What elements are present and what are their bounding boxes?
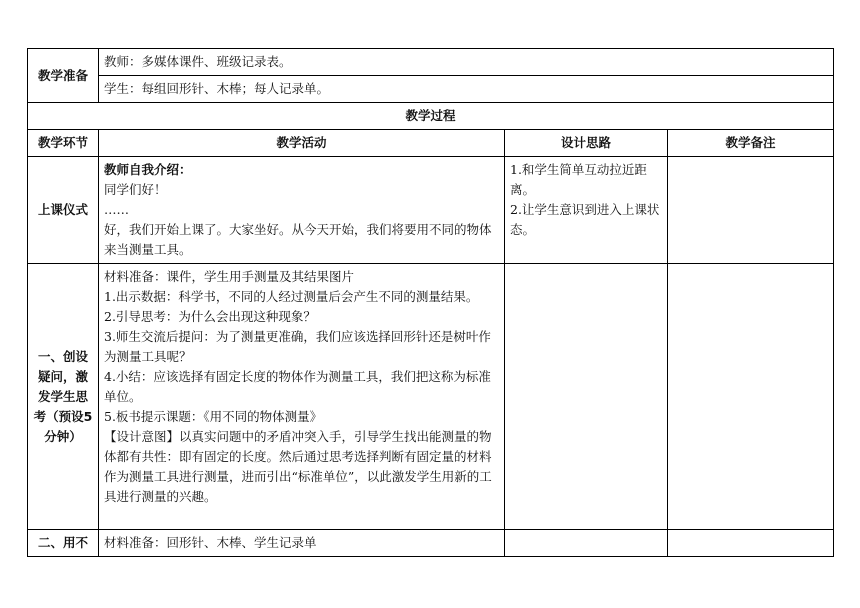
process-title: 教学过程	[28, 103, 834, 130]
stage-cell: 二、用不	[28, 530, 99, 557]
activity-line: 5.板书提示课题：《用不同的物体测量》	[104, 409, 323, 424]
activity-line: 4.小结：应该选择有固定长度的物体作为测量工具，我们把这称为标准单位。	[104, 369, 491, 404]
header-activity: 教学活动	[99, 130, 505, 157]
activity-cell	[99, 264, 505, 530]
notes-cell	[668, 264, 834, 530]
activity-heading: 教师自我介绍：	[104, 162, 192, 177]
activity-line: 同学们好！	[104, 182, 167, 197]
activity-line: 好，我们开始上课了。大家坐好。从今天开始，我们将要用不同的物体来当测量工具。	[104, 222, 492, 257]
design-intent: 【设计意图】以真实问题中的矛盾冲突入手，引导学生找出能测量的物体都有共性：即有固定的长度。然后通过思考选择判断有固定量的材料作为测量工具进行测量，进而引出“标准单位”，以此激发学生用新的工具进行测量的兴趣。	[104, 429, 492, 504]
header-notes: 教学备注	[668, 130, 834, 157]
notes-cell	[668, 157, 834, 264]
activity-line: 2.引导思考：为什么会出现这种现象？	[104, 309, 316, 324]
prep-label: 教学准备	[28, 49, 99, 103]
activity-line: 3.师生交流后提问：为了测量更准确，我们应该选择回形针还是树叶作为测量工具呢？	[104, 329, 491, 364]
header-design: 设计思路	[505, 130, 668, 157]
stage-cell: 上课仪式	[28, 157, 99, 264]
prep-row-teacher	[28, 49, 834, 76]
table-row	[28, 530, 834, 557]
process-title-row	[28, 103, 834, 130]
activity-line: 材料准备：课件，学生用手测量及其结果图片	[104, 269, 355, 284]
table-row	[28, 157, 834, 264]
design-cell	[505, 264, 668, 530]
table-row	[28, 264, 834, 530]
activity-cell: 材料准备：回形针、木棒、学生记录单	[99, 530, 505, 557]
activity-cell	[99, 157, 505, 264]
header-row	[28, 130, 834, 157]
activity-line: 1.出示数据：科学书，不同的人经过测量后会产生不同的测量结果。	[104, 289, 479, 304]
prep-row-student	[28, 76, 834, 103]
lesson-plan-table	[27, 48, 834, 557]
design-cell	[505, 157, 668, 264]
prep-student: 学生：每组回形针、木棒；每人记录单。	[99, 76, 834, 103]
design-line: 2.让学生意识到进入上课状态。	[510, 202, 660, 237]
activity-line: ……	[104, 202, 129, 217]
design-cell	[505, 530, 668, 557]
prep-teacher: 教师：多媒体课件、班级记录表。	[99, 49, 834, 76]
header-stage: 教学环节	[28, 130, 99, 157]
design-line: 1.和学生简单互动拉近距离。	[510, 162, 647, 197]
stage-cell: 一、创设疑问，激发学生思考（预设5分钟）	[28, 264, 99, 530]
notes-cell	[668, 530, 834, 557]
